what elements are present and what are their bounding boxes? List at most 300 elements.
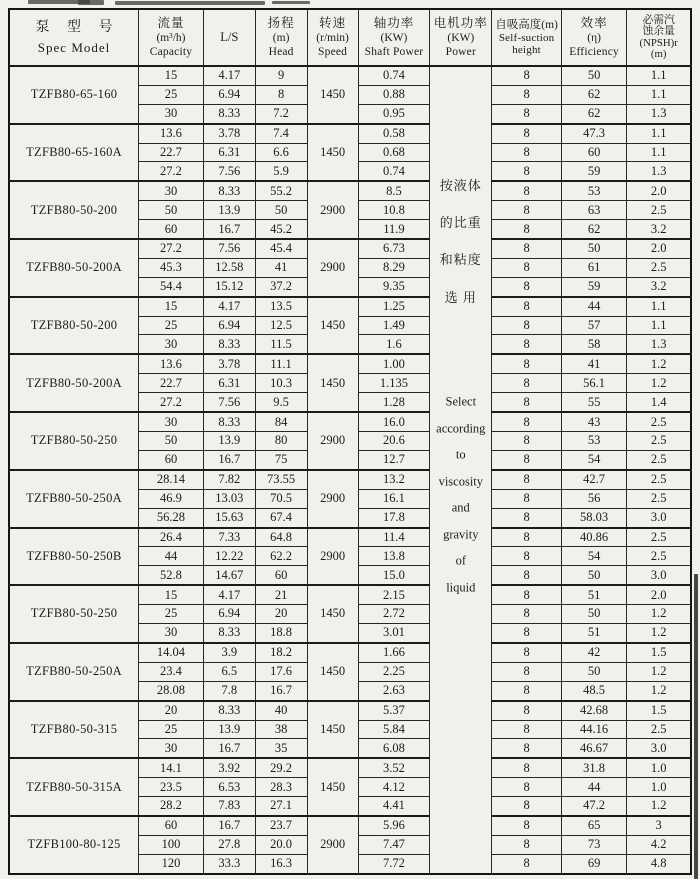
shaft-power-cell: 5.37: [358, 701, 430, 720]
capacity-cell: 23.5: [139, 778, 204, 797]
head-cell: 23.7: [255, 816, 307, 835]
ls-cell: 6.53: [203, 778, 255, 797]
capacity-cell: 30: [139, 335, 204, 354]
head-cell: 12.5: [255, 316, 307, 335]
shaft-power-cell: 0.58: [358, 124, 430, 143]
efficiency-cell: 62: [561, 104, 626, 123]
model-cell: TZFB80-50-200A: [9, 354, 139, 412]
col-header-capacity-unit: (m³/h): [156, 32, 186, 44]
col-header-model: [9, 9, 139, 66]
suction-cell: 8: [492, 681, 562, 700]
efficiency-cell: 61: [561, 259, 626, 278]
suction-cell: 8: [492, 508, 562, 527]
ls-cell: 6.5: [203, 662, 255, 681]
shaft-power-cell: 1.25: [358, 297, 430, 316]
ls-cell: 8.33: [203, 623, 255, 642]
capacity-cell: 25: [139, 316, 204, 335]
ls-cell: 16.7: [203, 816, 255, 835]
head-cell: 7.4: [255, 124, 307, 143]
head-cell: 21: [255, 585, 307, 604]
npsh-cell: 1.2: [627, 605, 691, 624]
col-header-model-zh: 泵 型 号: [35, 19, 120, 35]
head-cell: 45.4: [255, 239, 307, 258]
efficiency-cell: 40.86: [561, 528, 626, 547]
col-header-npsh-zh2: 蚀余量: [642, 25, 675, 37]
suction-cell: 8: [492, 201, 562, 220]
efficiency-cell: 47.3: [561, 124, 626, 143]
model-cell: TZFB80-50-200A: [9, 239, 139, 297]
npsh-cell: 2.5: [627, 412, 691, 431]
npsh-cell: 2.5: [627, 547, 691, 566]
shaft-power-cell: 0.95: [358, 104, 430, 123]
model-cell: TZFB80-50-200: [9, 181, 139, 239]
head-cell: 55.2: [255, 181, 307, 200]
model-cell: TZFB80-65-160: [9, 66, 139, 124]
scan-artifact: [694, 574, 698, 879]
col-header-model-en: Spec Model: [37, 39, 111, 55]
ls-cell: 3.92: [203, 758, 255, 777]
shaft-power-cell: 8.29: [358, 259, 430, 278]
ls-cell: 13.9: [203, 720, 255, 739]
ls-cell: 7.56: [203, 162, 255, 181]
shaft-power-cell: 7.72: [358, 854, 430, 874]
npsh-cell: 1.1: [627, 124, 691, 143]
speed-cell: 1450: [307, 758, 358, 816]
col-header-shaft-power: [358, 9, 430, 66]
efficiency-cell: 44: [561, 778, 626, 797]
model-cell: TZFB80-50-250: [9, 585, 139, 643]
suction-cell: 8: [492, 259, 562, 278]
shaft-power-cell: 5.96: [358, 816, 430, 835]
ls-cell: 8.33: [203, 181, 255, 200]
efficiency-cell: 58.03: [561, 508, 626, 527]
ls-cell: 15.63: [203, 508, 255, 527]
col-header-npsh: [627, 9, 691, 66]
suction-cell: 8: [492, 547, 562, 566]
table-row: [9, 816, 691, 835]
capacity-cell: 23.4: [139, 662, 204, 681]
npsh-cell: 1.2: [627, 681, 691, 700]
efficiency-cell: 53: [561, 181, 626, 200]
suction-cell: 8: [492, 104, 562, 123]
col-header-npsh-unit: (m): [650, 48, 667, 60]
efficiency-cell: 62: [561, 220, 626, 239]
capacity-cell: 100: [139, 835, 204, 854]
ls-cell: 13.03: [203, 489, 255, 508]
head-cell: 41: [255, 259, 307, 278]
head-cell: 38: [255, 720, 307, 739]
capacity-cell: 30: [139, 412, 204, 431]
power-note-line: 选 用: [444, 289, 477, 305]
ls-cell: 13.9: [203, 432, 255, 451]
ls-cell: 7.83: [203, 796, 255, 815]
capacity-cell: 14.1: [139, 758, 204, 777]
power-note-line: Select: [445, 394, 477, 409]
head-cell: 67.4: [255, 508, 307, 527]
motor-power-note-cell: [430, 66, 492, 874]
npsh-cell: 1.1: [627, 297, 691, 316]
suction-cell: 8: [492, 143, 562, 162]
ls-cell: 15.12: [203, 277, 255, 296]
capacity-cell: 50: [139, 201, 204, 220]
npsh-cell: 1.2: [627, 796, 691, 815]
head-cell: 11.5: [255, 335, 307, 354]
shaft-power-cell: 1.28: [358, 393, 430, 412]
head-cell: 35: [255, 739, 307, 758]
suction-cell: 8: [492, 489, 562, 508]
capacity-cell: 30: [139, 181, 204, 200]
npsh-cell: 2.5: [627, 489, 691, 508]
power-note-line: 和粘度: [439, 252, 482, 268]
speed-cell: 2900: [307, 239, 358, 297]
model-cell: TZFB80-50-200: [9, 297, 139, 355]
col-header-capacity-zh: 流量: [157, 15, 185, 30]
ls-cell: 6.94: [203, 316, 255, 335]
capacity-cell: 56.28: [139, 508, 204, 527]
shaft-power-cell: 20.6: [358, 432, 430, 451]
power-note-line: according: [436, 421, 486, 436]
table-row: [9, 701, 691, 720]
ls-cell: 6.94: [203, 605, 255, 624]
shaft-power-cell: 1.49: [358, 316, 430, 335]
head-cell: 40: [255, 701, 307, 720]
col-header-speed-en: Speed: [318, 46, 348, 59]
shaft-power-cell: 0.88: [358, 85, 430, 104]
power-note-line: viscosity: [438, 474, 484, 489]
power-note-line: of: [455, 553, 466, 568]
shaft-power-cell: 5.84: [358, 720, 430, 739]
suction-cell: 8: [492, 605, 562, 624]
head-cell: 20.0: [255, 835, 307, 854]
col-header-shaft-zh: 轴功率: [373, 15, 415, 30]
npsh-cell: 1.3: [627, 162, 691, 181]
suction-cell: 8: [492, 374, 562, 393]
suction-cell: 8: [492, 66, 562, 85]
head-cell: 8: [255, 85, 307, 104]
ls-cell: 8.33: [203, 104, 255, 123]
capacity-cell: 28.2: [139, 796, 204, 815]
ls-cell: 16.7: [203, 450, 255, 469]
suction-cell: 8: [492, 124, 562, 143]
col-header-efficiency: [561, 9, 626, 66]
shaft-power-cell: 0.74: [358, 66, 430, 85]
efficiency-cell: 54: [561, 547, 626, 566]
head-cell: 73.55: [255, 470, 307, 489]
table-row: [9, 643, 691, 662]
head-cell: 28.3: [255, 778, 307, 797]
npsh-cell: 1.5: [627, 643, 691, 662]
shaft-power-cell: 4.41: [358, 796, 430, 815]
capacity-cell: 27.2: [139, 239, 204, 258]
efficiency-cell: 43: [561, 412, 626, 431]
speed-cell: 2900: [307, 181, 358, 239]
speed-cell: 2900: [307, 816, 358, 874]
model-cell: TZFB80-50-250B: [9, 528, 139, 586]
col-header-motor-zh: 电机功率: [433, 15, 488, 30]
head-cell: 37.2: [255, 277, 307, 296]
npsh-cell: 2.0: [627, 181, 691, 200]
efficiency-cell: 60: [561, 143, 626, 162]
head-cell: 9.5: [255, 393, 307, 412]
npsh-cell: 1.3: [627, 335, 691, 354]
efficiency-cell: 42.68: [561, 701, 626, 720]
shaft-power-cell: 6.73: [358, 239, 430, 258]
npsh-cell: 4.2: [627, 835, 691, 854]
head-cell: 20: [255, 605, 307, 624]
capacity-cell: 15: [139, 297, 204, 316]
capacity-cell: 46.9: [139, 489, 204, 508]
suction-cell: 8: [492, 739, 562, 758]
speed-cell: 1450: [307, 585, 358, 643]
efficiency-cell: 44.16: [561, 720, 626, 739]
col-header-head-unit: (m): [272, 32, 290, 44]
speed-cell: 2900: [307, 412, 358, 470]
suction-cell: 8: [492, 701, 562, 720]
col-header-ls-label: L/S: [220, 29, 239, 44]
shaft-power-cell: 15.0: [358, 566, 430, 585]
suction-cell: 8: [492, 335, 562, 354]
scan-artifact: [78, 0, 104, 5]
suction-cell: 8: [492, 432, 562, 451]
ls-cell: 4.17: [203, 66, 255, 85]
suction-cell: 8: [492, 220, 562, 239]
efficiency-cell: 55: [561, 393, 626, 412]
col-header-eff-en: Efficiency: [569, 46, 619, 59]
shaft-power-cell: 2.63: [358, 681, 430, 700]
efficiency-cell: 50: [561, 566, 626, 585]
ls-cell: 8.33: [203, 412, 255, 431]
power-note-line: 的比重: [439, 215, 482, 231]
ls-cell: 6.94: [203, 85, 255, 104]
head-cell: 62.2: [255, 547, 307, 566]
suction-cell: 8: [492, 816, 562, 835]
npsh-cell: 1.1: [627, 143, 691, 162]
col-header-suction-en2: height: [512, 43, 541, 56]
npsh-cell: 3.2: [627, 277, 691, 296]
npsh-cell: 1.3: [627, 104, 691, 123]
col-header-eff-unit: (η): [587, 32, 601, 44]
npsh-cell: 2.0: [627, 585, 691, 604]
model-cell: TZFB100-80-125: [9, 816, 139, 874]
ls-cell: 3.9: [203, 643, 255, 662]
model-cell: TZFB80-50-315: [9, 701, 139, 759]
npsh-cell: 2.5: [627, 450, 691, 469]
head-cell: 60: [255, 566, 307, 585]
head-cell: 16.3: [255, 854, 307, 874]
head-cell: 5.9: [255, 162, 307, 181]
shaft-power-cell: 9.35: [358, 277, 430, 296]
ls-cell: 7.8: [203, 681, 255, 700]
capacity-cell: 27.2: [139, 393, 204, 412]
table-row: [9, 181, 691, 200]
ls-cell: 7.33: [203, 528, 255, 547]
shaft-power-cell: 16.0: [358, 412, 430, 431]
suction-cell: 8: [492, 354, 562, 373]
capacity-cell: 54.4: [139, 277, 204, 296]
capacity-cell: 20: [139, 701, 204, 720]
head-cell: 10.3: [255, 374, 307, 393]
capacity-cell: 120: [139, 854, 204, 874]
efficiency-cell: 42.7: [561, 470, 626, 489]
ls-cell: 4.17: [203, 585, 255, 604]
npsh-cell: 2.5: [627, 259, 691, 278]
head-cell: 7.2: [255, 104, 307, 123]
npsh-cell: 1.2: [627, 374, 691, 393]
col-header-motor-power: [430, 9, 492, 66]
ls-cell: 16.7: [203, 739, 255, 758]
shaft-power-cell: 1.00: [358, 354, 430, 373]
header-row: [9, 9, 691, 66]
head-cell: 11.1: [255, 354, 307, 373]
capacity-cell: 25: [139, 85, 204, 104]
table-row: [9, 66, 691, 85]
pump-spec-table: [8, 8, 692, 875]
suction-cell: 8: [492, 470, 562, 489]
npsh-cell: 4.8: [627, 854, 691, 874]
col-header-speed-zh: 转速: [319, 15, 347, 30]
npsh-cell: 1.1: [627, 316, 691, 335]
capacity-cell: 30: [139, 739, 204, 758]
efficiency-cell: 63: [561, 201, 626, 220]
suction-cell: 8: [492, 316, 562, 335]
suction-cell: 8: [492, 239, 562, 258]
efficiency-cell: 69: [561, 854, 626, 874]
efficiency-cell: 56: [561, 489, 626, 508]
efficiency-cell: 48.5: [561, 681, 626, 700]
capacity-cell: 27.2: [139, 162, 204, 181]
head-cell: 45.2: [255, 220, 307, 239]
col-header-shaft-en: Shaft Power: [364, 46, 424, 59]
speed-cell: 1450: [307, 124, 358, 182]
capacity-cell: 26.4: [139, 528, 204, 547]
ls-cell: 3.78: [203, 124, 255, 143]
capacity-cell: 14.04: [139, 643, 204, 662]
head-cell: 9: [255, 66, 307, 85]
col-header-motor-en: Power: [445, 46, 476, 59]
shaft-power-cell: 3.01: [358, 623, 430, 642]
col-header-capacity: [139, 9, 204, 66]
table-row: [9, 354, 691, 373]
efficiency-cell: 51: [561, 585, 626, 604]
shaft-power-cell: 16.1: [358, 489, 430, 508]
suction-cell: 8: [492, 181, 562, 200]
col-header-npsh-zh1: 必需汽: [642, 13, 675, 26]
ls-cell: 6.31: [203, 374, 255, 393]
efficiency-cell: 51: [561, 623, 626, 642]
col-header-head: [255, 9, 307, 66]
capacity-cell: 15: [139, 585, 204, 604]
npsh-cell: 3.0: [627, 566, 691, 585]
suction-cell: 8: [492, 835, 562, 854]
efficiency-cell: 50: [561, 605, 626, 624]
power-note-line: 按液体: [439, 178, 482, 194]
col-header-speed-unit: (r/min): [316, 32, 349, 44]
shaft-power-cell: 7.47: [358, 835, 430, 854]
speed-cell: 1450: [307, 354, 358, 412]
npsh-cell: 2.5: [627, 432, 691, 451]
capacity-cell: 25: [139, 720, 204, 739]
table-row: [9, 412, 691, 431]
table-row: [9, 528, 691, 547]
col-header-motor-unit: (KW): [447, 32, 475, 44]
efficiency-cell: 54: [561, 450, 626, 469]
suction-cell: 8: [492, 162, 562, 181]
head-cell: 75: [255, 450, 307, 469]
capacity-cell: 50: [139, 432, 204, 451]
col-header-suction-en1: Self-suction: [498, 31, 555, 44]
npsh-cell: 1.2: [627, 662, 691, 681]
efficiency-cell: 46.67: [561, 739, 626, 758]
speed-cell: 1450: [307, 297, 358, 355]
efficiency-cell: 50: [561, 239, 626, 258]
col-header-suction: [492, 9, 562, 66]
npsh-cell: 3.0: [627, 739, 691, 758]
suction-cell: 8: [492, 854, 562, 874]
suction-cell: 8: [492, 585, 562, 604]
capacity-cell: 22.7: [139, 143, 204, 162]
ls-cell: 7.82: [203, 470, 255, 489]
efficiency-cell: 73: [561, 835, 626, 854]
scan-artifact: [272, 1, 310, 4]
power-note-line: to: [455, 447, 466, 462]
shaft-power-cell: 2.15: [358, 585, 430, 604]
shaft-power-cell: 1.135: [358, 374, 430, 393]
capacity-cell: 15: [139, 66, 204, 85]
head-cell: 80: [255, 432, 307, 451]
npsh-cell: 1.0: [627, 778, 691, 797]
power-note-line: and: [451, 500, 470, 515]
head-cell: 17.6: [255, 662, 307, 681]
model-cell: TZFB80-50-315A: [9, 758, 139, 816]
speed-cell: 1450: [307, 66, 358, 124]
efficiency-cell: 50: [561, 66, 626, 85]
shaft-power-cell: 12.7: [358, 450, 430, 469]
efficiency-cell: 31.8: [561, 758, 626, 777]
capacity-cell: 45.3: [139, 259, 204, 278]
capacity-cell: 28.14: [139, 470, 204, 489]
ls-cell: 8.33: [203, 335, 255, 354]
capacity-cell: 44: [139, 547, 204, 566]
capacity-cell: 13.6: [139, 124, 204, 143]
shaft-power-cell: 10.8: [358, 201, 430, 220]
capacity-cell: 22.7: [139, 374, 204, 393]
shaft-power-cell: 8.5: [358, 181, 430, 200]
ls-cell: 6.31: [203, 143, 255, 162]
efficiency-cell: 47.2: [561, 796, 626, 815]
col-header-ls: [203, 9, 255, 66]
efficiency-cell: 53: [561, 432, 626, 451]
npsh-cell: 1.2: [627, 354, 691, 373]
suction-cell: 8: [492, 758, 562, 777]
efficiency-cell: 57: [561, 316, 626, 335]
npsh-cell: 3.2: [627, 220, 691, 239]
efficiency-cell: 59: [561, 277, 626, 296]
shaft-power-cell: 11.4: [358, 528, 430, 547]
suction-cell: 8: [492, 528, 562, 547]
col-header-suction-zh: 自吸高度(m): [495, 18, 558, 31]
head-cell: 27.1: [255, 796, 307, 815]
ls-cell: 14.67: [203, 566, 255, 585]
col-header-speed: [307, 9, 358, 66]
npsh-cell: 3.0: [627, 508, 691, 527]
model-cell: TZFB80-50-250A: [9, 643, 139, 701]
capacity-cell: 28.08: [139, 681, 204, 700]
npsh-cell: 2.0: [627, 239, 691, 258]
npsh-cell: 1.5: [627, 701, 691, 720]
efficiency-cell: 56.1: [561, 374, 626, 393]
shaft-power-cell: 6.08: [358, 739, 430, 758]
ls-cell: 7.56: [203, 393, 255, 412]
